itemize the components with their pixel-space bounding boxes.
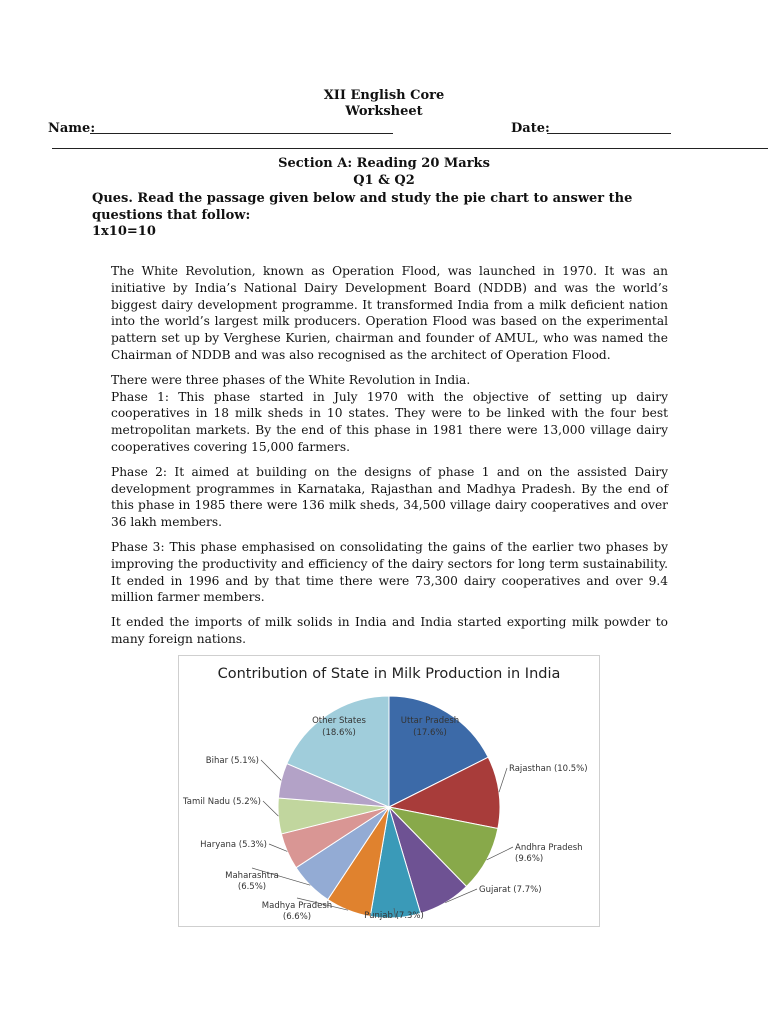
slice-label-rajasthan: Rajasthan (10.5%) — [509, 764, 588, 774]
slice-label-tamil-nadu: Tamil Nadu (5.2%) — [183, 797, 261, 807]
slice-label-bihar: Bihar (5.1%) — [205, 756, 259, 766]
leader-line-tamil-nadu — [263, 801, 278, 816]
date-label: Date: — [511, 121, 550, 136]
leader-line-rajasthan — [499, 768, 507, 792]
slice-label-gujarat: Gujarat (7.7%) — [479, 885, 542, 895]
marks-allocation: 1x10=10 — [92, 224, 156, 239]
milk-production-pie-chart — [178, 655, 600, 927]
slice-label-maharashtra: (6.5%) — [237, 882, 267, 892]
worksheet-title: Worksheet — [345, 104, 423, 119]
worksheet-subject: XII English Core — [323, 88, 445, 103]
date-field-line[interactable] — [547, 133, 671, 134]
passage-paragraph: Phase 3: This phase emphasised on consolidating the gains of the earlier two phases by improving the productivity and efficiency of the dairy sectors for long term sustainability. It ended in 1996 and by that time there were 73,300 dairy cooperatives and over 9.4 million farmer members. — [111, 539, 668, 605]
header-divider — [52, 148, 768, 149]
chart-title: Contribution of State in Milk Production in India — [217, 666, 561, 682]
reading-passage — [111, 263, 668, 656]
name-field-line[interactable] — [90, 133, 393, 134]
slice-label-other-states: (18.6%) — [322, 728, 356, 738]
section-heading: Section A: Reading 20 Marks — [278, 156, 490, 171]
slice-label-maharashtra: Maharashtra — [225, 871, 279, 881]
slice-label-punjab: Punjab (7.3%) — [364, 911, 424, 921]
slice-label-uttar-pradesh: (17.6%) — [413, 728, 447, 738]
passage-paragraph: The White Revolution, known as Operation Flood, was launched in 1970. It was an initiative by India’s National Dairy Development Board (NDDB) and was the world’s biggest dairy development programme. It transformed India from a milk deficient nation into the world’s largest milk producers. Operation Flood was based on the experimental pattern set up by Verghese Kurien, chairman and founder of AMUL, who was named the Chairman of NDDB and was also recognised as the architect of Operation Flood. — [111, 264, 668, 362]
slice-label-haryana: Haryana (5.3%) — [200, 840, 267, 850]
passage-paragraph: Phase 2: It aimed at building on the designs of phase 1 and on the assisted Dairy development programmes in Karnataka, Rajasthan and Madhya Pradesh. By the end of this phase in 1985 there were 136 milk sheds, 34,500 village dairy cooperatives and over 36 lakh members. — [111, 464, 668, 530]
slice-label-madhya-pradesh: Madhya Pradesh — [261, 901, 333, 911]
slice-label-andhra-pradesh: Andhra Pradesh — [515, 843, 583, 853]
passage-paragraph: It ended the imports of milk solids in India and India started exporting milk powder to many foreign nations. — [111, 615, 668, 646]
passage-paragraph: Phase 1: This phase started in July 1970 with the objective of setting up dairy cooperatives in 18 milk sheds in 10 states. They were to be linked with the four best metropolitan markets. By the end of this phase in 1981 there were 13,000 village dairy cooperatives covering 15,000 farmers. — [111, 389, 668, 454]
question-instruction: Ques. Read the passage given below and study the pie chart to answer the questions that follow: — [92, 191, 633, 223]
slice-label-andhra-pradesh: (9.6%) — [515, 854, 544, 864]
slice-label-other-states: Other States — [312, 716, 366, 726]
leader-line-bihar — [261, 760, 281, 780]
name-label: Name: — [48, 121, 96, 136]
question-numbers: Q1 & Q2 — [353, 173, 415, 188]
passage-paragraph: There were three phases of the White Revolution in India. — [111, 372, 471, 387]
pie-chart-svg — [179, 656, 599, 926]
slice-label-madhya-pradesh: (6.6%) — [282, 912, 312, 922]
slice-label-uttar-pradesh: Uttar Pradesh — [400, 716, 460, 726]
